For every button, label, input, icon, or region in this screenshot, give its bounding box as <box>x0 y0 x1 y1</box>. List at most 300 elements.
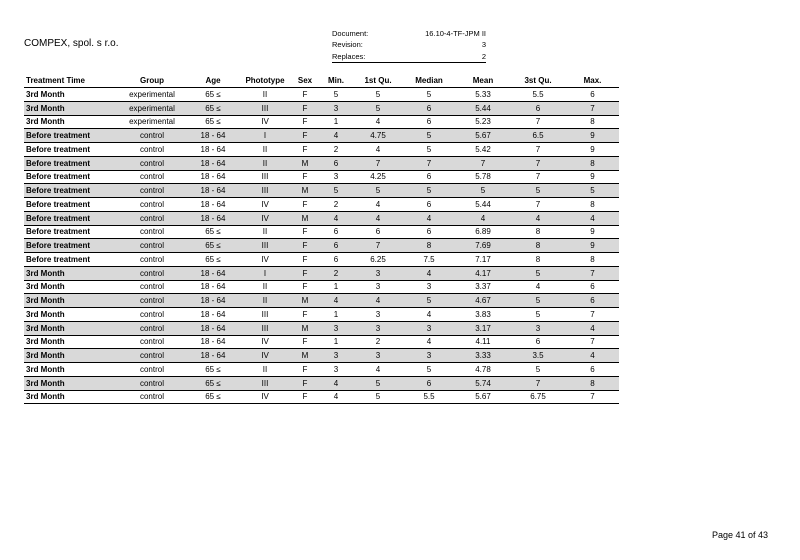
table-cell: F <box>292 225 318 239</box>
table-cell: 6 <box>566 294 619 308</box>
table-cell: 5.67 <box>456 129 510 143</box>
table-cell: 6 <box>566 363 619 377</box>
table-cell: control <box>116 294 188 308</box>
table-cell: M <box>292 184 318 198</box>
table-row <box>24 294 619 308</box>
table-cell: control <box>116 376 188 390</box>
table-cell: 4 <box>354 294 402 308</box>
table-cell: 7 <box>354 239 402 253</box>
table-row <box>24 390 619 404</box>
table-cell: 5.33 <box>456 88 510 102</box>
table-cell: experimental <box>116 101 188 115</box>
table-cell: 3 <box>354 349 402 363</box>
table-cell: 3rd Month <box>24 308 116 322</box>
table-row <box>24 129 619 143</box>
table-cell: 3 <box>354 280 402 294</box>
table-cell: IV <box>238 198 292 212</box>
table-cell: 5 <box>402 184 456 198</box>
table-cell: 3rd Month <box>24 390 116 404</box>
table-cell: 6 <box>318 156 354 170</box>
table-cell: 7 <box>510 170 566 184</box>
table-cell: 3rd Month <box>24 376 116 390</box>
doc-meta-revision <box>332 39 486 50</box>
table-cell: F <box>292 129 318 143</box>
table-cell: F <box>292 363 318 377</box>
table-header-row <box>24 74 619 88</box>
table-cell: 5 <box>402 143 456 157</box>
column-header: Phototype <box>238 74 292 88</box>
table-row <box>24 198 619 212</box>
table-cell: 5 <box>510 266 566 280</box>
table-cell: 65 ≤ <box>188 101 238 115</box>
table-cell: 1 <box>318 280 354 294</box>
table-cell: 3rd Month <box>24 363 116 377</box>
table-cell: Before treatment <box>24 170 116 184</box>
table-row <box>24 211 619 225</box>
table-row <box>24 349 619 363</box>
table-cell: 5.78 <box>456 170 510 184</box>
table-cell: 6 <box>402 115 456 129</box>
table-cell: 5 <box>354 101 402 115</box>
table-cell: 7 <box>402 156 456 170</box>
table-cell: 3 <box>354 308 402 322</box>
table-cell: II <box>238 363 292 377</box>
table-cell: I <box>238 266 292 280</box>
table-cell: 5.5 <box>402 390 456 404</box>
table-cell: 6 <box>318 239 354 253</box>
table-cell: 6.5 <box>510 129 566 143</box>
table-cell: F <box>292 280 318 294</box>
table-cell: control <box>116 308 188 322</box>
table-cell: F <box>292 335 318 349</box>
table-cell: IV <box>238 349 292 363</box>
table-cell: 5.42 <box>456 143 510 157</box>
table-cell: experimental <box>116 88 188 102</box>
table-cell: control <box>116 239 188 253</box>
table-cell: 7.69 <box>456 239 510 253</box>
table-row <box>24 143 619 157</box>
table-cell: 7 <box>566 101 619 115</box>
table-cell: 5 <box>354 88 402 102</box>
table-cell: IV <box>238 211 292 225</box>
table-cell: F <box>292 198 318 212</box>
table-cell: IV <box>238 335 292 349</box>
table-cell: 5.44 <box>456 101 510 115</box>
table-cell: control <box>116 184 188 198</box>
table-row <box>24 253 619 267</box>
table-cell: 6 <box>510 335 566 349</box>
table-cell: 5 <box>510 363 566 377</box>
table-cell: control <box>116 253 188 267</box>
table-cell: 3 <box>354 266 402 280</box>
table-cell: 6 <box>566 88 619 102</box>
table-cell: 3 <box>318 321 354 335</box>
table-cell: 6 <box>402 101 456 115</box>
table-cell: Before treatment <box>24 211 116 225</box>
column-header: Treatment Time <box>24 74 116 88</box>
table-cell: 3rd Month <box>24 101 116 115</box>
table-cell: F <box>292 101 318 115</box>
table-cell: 18 - 64 <box>188 349 238 363</box>
table-cell: 3rd Month <box>24 321 116 335</box>
table-cell: 5 <box>510 294 566 308</box>
table-cell: 7 <box>566 308 619 322</box>
table-cell: 18 - 64 <box>188 198 238 212</box>
table-cell: II <box>238 156 292 170</box>
table-cell: 18 - 64 <box>188 156 238 170</box>
doc-meta-label: Revision: <box>332 40 363 49</box>
table-cell: 5 <box>402 363 456 377</box>
table-cell: 8 <box>566 376 619 390</box>
column-header: Age <box>188 74 238 88</box>
table-cell: M <box>292 321 318 335</box>
table-cell: control <box>116 363 188 377</box>
table-cell: 65 ≤ <box>188 88 238 102</box>
table-cell: 3 <box>318 363 354 377</box>
table-cell: 4 <box>354 115 402 129</box>
table-cell: 7 <box>566 335 619 349</box>
table-cell: Before treatment <box>24 184 116 198</box>
table-cell: control <box>116 211 188 225</box>
table-cell: 6 <box>402 376 456 390</box>
table-row <box>24 239 619 253</box>
table-cell: 65 ≤ <box>188 376 238 390</box>
table-cell: control <box>116 225 188 239</box>
table-cell: Before treatment <box>24 129 116 143</box>
table-row <box>24 363 619 377</box>
table-cell: 6 <box>318 253 354 267</box>
company-name: COMPEX, spol. s r.o. <box>24 38 119 49</box>
table-cell: 3 <box>318 101 354 115</box>
table-cell: 8 <box>566 156 619 170</box>
table-cell: Before treatment <box>24 225 116 239</box>
table-cell: 9 <box>566 239 619 253</box>
table-row <box>24 101 619 115</box>
table-cell: control <box>116 198 188 212</box>
table-cell: M <box>292 294 318 308</box>
table-cell: 7 <box>566 390 619 404</box>
table-cell: 4 <box>402 308 456 322</box>
table-cell: 4 <box>456 211 510 225</box>
table-cell: 18 - 64 <box>188 129 238 143</box>
table-cell: 9 <box>566 143 619 157</box>
table-cell: F <box>292 239 318 253</box>
table-cell: control <box>116 266 188 280</box>
table-cell: 18 - 64 <box>188 308 238 322</box>
table-cell: 4 <box>354 143 402 157</box>
table-cell: 5.44 <box>456 198 510 212</box>
table-cell: Before treatment <box>24 198 116 212</box>
table-cell: 6 <box>510 101 566 115</box>
table-cell: 3rd Month <box>24 88 116 102</box>
table-cell: control <box>116 156 188 170</box>
table-cell: III <box>238 376 292 390</box>
table-cell: 4 <box>318 390 354 404</box>
table-cell: 4 <box>318 376 354 390</box>
table-row <box>24 225 619 239</box>
table-cell: control <box>116 280 188 294</box>
table-cell: 4 <box>402 266 456 280</box>
table-cell: M <box>292 211 318 225</box>
table-cell: control <box>116 390 188 404</box>
table-cell: II <box>238 143 292 157</box>
table-cell: control <box>116 321 188 335</box>
table-cell: 3 <box>510 321 566 335</box>
table-row <box>24 376 619 390</box>
table-cell: 3 <box>402 349 456 363</box>
table-cell: control <box>116 349 188 363</box>
table-cell: 2 <box>318 266 354 280</box>
table-cell: IV <box>238 390 292 404</box>
table-cell: 6.89 <box>456 225 510 239</box>
table-cell: 3 <box>402 280 456 294</box>
table-cell: III <box>238 101 292 115</box>
column-header: Group <box>116 74 188 88</box>
table-row <box>24 280 619 294</box>
table-row <box>24 308 619 322</box>
table-cell: 4.17 <box>456 266 510 280</box>
column-header: 1st Qu. <box>354 74 402 88</box>
table-cell: II <box>238 294 292 308</box>
document-meta <box>332 28 486 63</box>
table-cell: F <box>292 115 318 129</box>
table-cell: 8 <box>510 253 566 267</box>
table-cell: 65 ≤ <box>188 239 238 253</box>
doc-meta-document <box>332 28 486 39</box>
table-cell: 3rd Month <box>24 266 116 280</box>
table-cell: 3.17 <box>456 321 510 335</box>
table-cell: III <box>238 321 292 335</box>
table-cell: 9 <box>566 170 619 184</box>
table-cell: 4 <box>566 349 619 363</box>
doc-meta-value: 16.10-4-TF-JPM II <box>425 29 486 38</box>
table-cell: 6.75 <box>510 390 566 404</box>
table-cell: 4.11 <box>456 335 510 349</box>
table-cell: 5 <box>402 294 456 308</box>
column-header: Max. <box>566 74 619 88</box>
table-row <box>24 156 619 170</box>
table-cell: 9 <box>566 129 619 143</box>
table-cell: 3 <box>402 321 456 335</box>
table-cell: 18 - 64 <box>188 266 238 280</box>
table-cell: 8 <box>566 115 619 129</box>
table-cell: Before treatment <box>24 156 116 170</box>
table-cell: 4 <box>510 211 566 225</box>
table-cell: III <box>238 239 292 253</box>
table-cell: 4 <box>566 321 619 335</box>
table-cell: 2 <box>354 335 402 349</box>
table-cell: 5 <box>318 88 354 102</box>
table-cell: 7 <box>566 266 619 280</box>
table-cell: 1 <box>318 115 354 129</box>
table-cell: 5 <box>318 184 354 198</box>
table-cell: F <box>292 143 318 157</box>
table-cell: 3.83 <box>456 308 510 322</box>
table-cell: 4 <box>318 129 354 143</box>
table-cell: 18 - 64 <box>188 211 238 225</box>
table-cell: F <box>292 376 318 390</box>
table-cell: F <box>292 88 318 102</box>
table-cell: 3.5 <box>510 349 566 363</box>
table-cell: 7 <box>510 198 566 212</box>
table-cell: 65 ≤ <box>188 253 238 267</box>
table-cell: 3.37 <box>456 280 510 294</box>
table-cell: 4 <box>510 280 566 294</box>
table-cell: 4 <box>354 211 402 225</box>
column-header: Min. <box>318 74 354 88</box>
table-cell: Before treatment <box>24 143 116 157</box>
table-cell: 3 <box>354 321 402 335</box>
table-cell: 5 <box>456 184 510 198</box>
table-cell: 3rd Month <box>24 294 116 308</box>
table-cell: III <box>238 170 292 184</box>
table-cell: 65 ≤ <box>188 390 238 404</box>
table-cell: F <box>292 253 318 267</box>
table-cell: 5 <box>402 129 456 143</box>
table-cell: 6 <box>402 198 456 212</box>
doc-meta-label: Document: <box>332 29 369 38</box>
table-cell: M <box>292 349 318 363</box>
table-cell: F <box>292 170 318 184</box>
table-cell: 5 <box>402 88 456 102</box>
table-cell: F <box>292 390 318 404</box>
table-cell: 6 <box>402 170 456 184</box>
table-cell: 6 <box>402 225 456 239</box>
table-cell: 4 <box>402 335 456 349</box>
table-cell: 8 <box>510 225 566 239</box>
table-cell: 7.5 <box>402 253 456 267</box>
page-number: Page 41 of 43 <box>711 530 768 540</box>
table-cell: 7.17 <box>456 253 510 267</box>
table-cell: II <box>238 88 292 102</box>
table-cell: 7 <box>510 376 566 390</box>
column-header: Sex <box>292 74 318 88</box>
table-cell: 65 ≤ <box>188 363 238 377</box>
table-cell: 3.33 <box>456 349 510 363</box>
table-cell: IV <box>238 253 292 267</box>
table-cell: 8 <box>566 198 619 212</box>
table-cell: 65 ≤ <box>188 225 238 239</box>
table-cell: 7 <box>456 156 510 170</box>
table-cell: 8 <box>566 253 619 267</box>
table-cell: 4 <box>402 211 456 225</box>
table-cell: 7 <box>354 156 402 170</box>
table-cell: IV <box>238 115 292 129</box>
column-header: Median <box>402 74 456 88</box>
table-cell: F <box>292 266 318 280</box>
table-cell: 6 <box>354 225 402 239</box>
table-cell: experimental <box>116 115 188 129</box>
table-cell: 4 <box>566 211 619 225</box>
table-cell: 18 - 64 <box>188 335 238 349</box>
table-cell: 3rd Month <box>24 280 116 294</box>
table-cell: 18 - 64 <box>188 143 238 157</box>
table-cell: control <box>116 143 188 157</box>
column-header: Mean <box>456 74 510 88</box>
table-cell: 4.78 <box>456 363 510 377</box>
table-body <box>24 88 619 404</box>
table-cell: 18 - 64 <box>188 321 238 335</box>
table-cell: 5.5 <box>510 88 566 102</box>
table-cell: control <box>116 129 188 143</box>
table-cell: 65 ≤ <box>188 115 238 129</box>
table-cell: 5 <box>510 308 566 322</box>
table-row <box>24 170 619 184</box>
table-cell: M <box>292 156 318 170</box>
table-cell: 4 <box>354 363 402 377</box>
table-cell: 6 <box>566 280 619 294</box>
table-cell: II <box>238 280 292 294</box>
table-cell: control <box>116 335 188 349</box>
doc-meta-value: 2 <box>481 52 486 61</box>
table-cell: 3 <box>318 349 354 363</box>
table-cell: III <box>238 184 292 198</box>
table-cell: 5.23 <box>456 115 510 129</box>
table-row <box>24 266 619 280</box>
table-cell: 5 <box>354 390 402 404</box>
table-cell: II <box>238 225 292 239</box>
table-cell: 3rd Month <box>24 115 116 129</box>
table-cell: 3rd Month <box>24 335 116 349</box>
table-cell: III <box>238 308 292 322</box>
table-cell: 4.75 <box>354 129 402 143</box>
table-cell: I <box>238 129 292 143</box>
table-cell: 3rd Month <box>24 349 116 363</box>
table-row <box>24 184 619 198</box>
table-cell: 8 <box>402 239 456 253</box>
table-cell: 5.67 <box>456 390 510 404</box>
table-cell: 4.67 <box>456 294 510 308</box>
table-cell: 2 <box>318 143 354 157</box>
table-cell: 6 <box>318 225 354 239</box>
table-cell: 5.74 <box>456 376 510 390</box>
table-cell: 5 <box>566 184 619 198</box>
table-cell: 7 <box>510 143 566 157</box>
table-cell: 7 <box>510 156 566 170</box>
table-row <box>24 115 619 129</box>
table-row <box>24 321 619 335</box>
table-cell: Before treatment <box>24 253 116 267</box>
table-cell: 3 <box>318 170 354 184</box>
table-row <box>24 88 619 102</box>
table-cell: control <box>116 170 188 184</box>
table-row <box>24 335 619 349</box>
table-cell: 18 - 64 <box>188 170 238 184</box>
table-cell: 5 <box>354 184 402 198</box>
statistics-table <box>24 74 619 404</box>
doc-meta-value: 3 <box>481 40 486 49</box>
table-cell: 8 <box>510 239 566 253</box>
table-cell: 4 <box>318 294 354 308</box>
table-cell: 1 <box>318 308 354 322</box>
table-cell: 18 - 64 <box>188 294 238 308</box>
table-cell: 4 <box>318 211 354 225</box>
table-cell: 6.25 <box>354 253 402 267</box>
doc-meta-replaces <box>332 51 486 63</box>
column-header: 3st Qu. <box>510 74 566 88</box>
table-cell: F <box>292 308 318 322</box>
table-cell: 18 - 64 <box>188 280 238 294</box>
table-cell: 18 - 64 <box>188 184 238 198</box>
table-cell: 5 <box>510 184 566 198</box>
table-cell: 9 <box>566 225 619 239</box>
table-cell: 4 <box>354 198 402 212</box>
table-cell: 1 <box>318 335 354 349</box>
table-cell: 7 <box>510 115 566 129</box>
table-cell: 5 <box>354 376 402 390</box>
table-cell: 4.25 <box>354 170 402 184</box>
table-cell: 2 <box>318 198 354 212</box>
